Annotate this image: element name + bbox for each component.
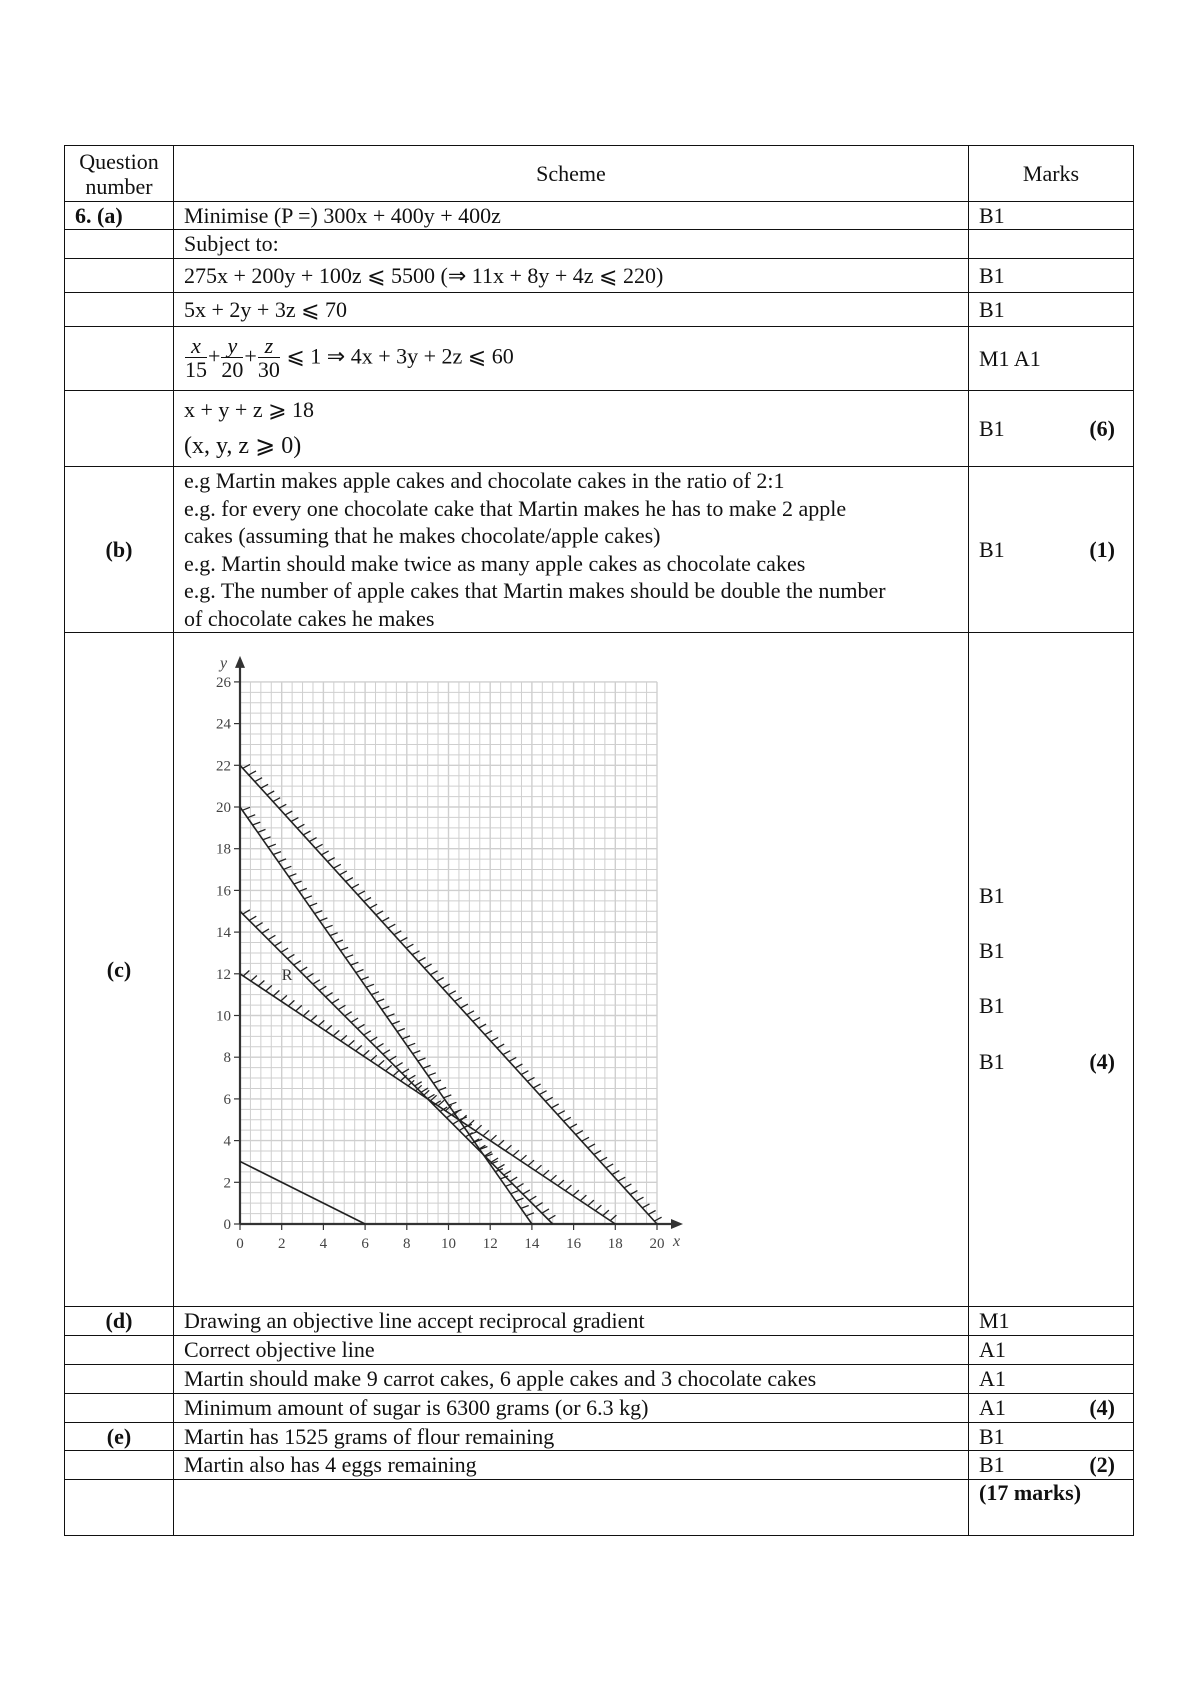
table-row [65, 1307, 1134, 1336]
constraint-time-rest: ⩽ 1 ⇒ 4x + 3y + 2z ⩽ 60 [286, 343, 514, 369]
constraint-3-hatching [243, 910, 556, 1220]
y-tick-label: 24 [216, 716, 231, 733]
mark: M1 A1 [969, 327, 1134, 391]
y-tick-label: 14 [216, 925, 231, 942]
y-axis-arrow-icon [235, 656, 245, 668]
mark: A1 [969, 1336, 1134, 1365]
y-tick-label: 10 [216, 1008, 231, 1025]
mark: B1 [979, 1049, 1005, 1074]
graph-container [174, 633, 968, 1306]
grand-total: (17 marks) [969, 1480, 1134, 1536]
x-tick-label: 4 [319, 1236, 328, 1252]
table-row [65, 327, 1134, 391]
mark: B1 [979, 993, 1005, 1018]
subject-to-label: Subject to: [174, 230, 969, 259]
mark: A1 [979, 1395, 1006, 1420]
mark: M1 [969, 1307, 1134, 1336]
table-row [65, 1423, 1134, 1451]
y-tick-label: 20 [216, 800, 231, 816]
table-row [65, 1394, 1134, 1423]
header-question-number: Question number [65, 146, 174, 202]
part-total: (4) [1089, 1395, 1115, 1420]
question-label: (d) [65, 1307, 174, 1336]
table-row [65, 293, 1134, 327]
linear-programming-graph [174, 633, 969, 1306]
mark [969, 230, 1134, 259]
answer-text: Correct objective line [174, 1336, 969, 1365]
region-label: R [281, 966, 293, 984]
fraction: $\frac{y}{20}$ [221, 333, 244, 382]
x-tick-label: 0 [236, 1236, 244, 1252]
constraint-flour: 275x + 200y + 100z ⩽ 5500 (⇒ 11x + 8y + 4z ⩽ 220) [174, 259, 969, 293]
header-scheme: Scheme [174, 146, 969, 202]
answer-line: e.g Martin makes apple cakes and chocolate cakes in the ratio of 2:1 [184, 468, 785, 493]
table-row [65, 259, 1134, 293]
answer-line: of chocolate cakes he makes [184, 605, 435, 631]
mark: B1 [979, 938, 1005, 963]
y-tick-label: 18 [216, 841, 231, 858]
mark: B1 [969, 1423, 1134, 1451]
header-marks: Marks [969, 146, 1134, 202]
answer-line: e.g. Martin should make twice as many apple cakes as chocolate cakes [184, 550, 806, 576]
x-tick-label: 10 [441, 1236, 456, 1252]
header-row [65, 146, 1134, 202]
mark-scheme-table [64, 145, 1134, 1536]
part-total: (6) [1089, 415, 1115, 441]
table-row [65, 633, 1134, 1307]
non-negativity: (x, y, z ⩾ 0) [184, 432, 302, 459]
table-row [65, 1336, 1134, 1365]
constraint-time: $\frac{x}{15}$ + $\frac{y}{20}$ + $\frac{z}{30}$ ⩽ 1 ⇒ 4x + 3y + 2z ⩽ 60 [174, 327, 969, 391]
mark: B1 [969, 202, 1134, 230]
y-tick-label: 16 [216, 883, 231, 900]
answer-line: cakes (assuming that he makes chocolate/apple cakes) [184, 523, 661, 548]
answer-text: Martin also has 4 eggs remaining [174, 1451, 969, 1480]
mark: B1 [979, 536, 1005, 562]
y-tick-label: 22 [216, 758, 231, 775]
answer-text: Minimum amount of sugar is 6300 grams (or 6.3 kg) [174, 1394, 969, 1423]
x-axis-label: x [673, 1233, 681, 1250]
y-tick-label: 2 [223, 1175, 231, 1192]
answer-text: Martin should make 9 carrot cakes, 6 apple cakes and 3 chocolate cakes [174, 1365, 969, 1394]
part-total: (2) [1089, 1452, 1115, 1477]
constraint-total: x + y + z ⩾ 18 [184, 396, 315, 422]
answer-line: e.g. for every one chocolate cake that Martin makes he has to make 2 apple [184, 495, 847, 521]
y-tick-label: 26 [216, 674, 231, 691]
part-total: (4) [1089, 1049, 1115, 1074]
question-label: (c) [65, 633, 174, 1307]
answer-text: Drawing an objective line accept reciprocal gradient [174, 1307, 969, 1336]
x-tick-label: 14 [524, 1236, 540, 1252]
mark: B1 [969, 259, 1134, 293]
x-axis-arrow-icon [671, 1219, 683, 1229]
x-tick-label: 16 [566, 1236, 582, 1252]
mark: B1 [979, 883, 1005, 908]
answer-line: e.g. The number of apple cakes that Martin makes should be double the number [184, 578, 886, 603]
y-tick-label: 8 [223, 1050, 231, 1067]
x-tick-label: 6 [361, 1236, 369, 1252]
x-tick-label: 2 [277, 1236, 286, 1252]
question-label: (e) [65, 1423, 174, 1451]
constraint-4-hatching [243, 971, 616, 1221]
table-row [65, 467, 1134, 633]
fraction: $\frac{x}{15}$ [185, 333, 207, 382]
y-tick-label: 6 [223, 1091, 231, 1108]
total-row [65, 1480, 1134, 1536]
y-tick-label: 12 [216, 966, 231, 983]
table-row [65, 230, 1134, 259]
mark: A1 [969, 1365, 1134, 1394]
fraction: $\frac{z}{30}$ [257, 333, 280, 382]
answer-text: Martin has 1525 grams of flour remaining [174, 1423, 969, 1451]
question-label: (b) [65, 467, 174, 633]
mark: B1 [979, 1452, 1005, 1477]
table-row [65, 202, 1134, 230]
y-tick-label: 4 [223, 1133, 231, 1150]
x-tick-label: 8 [403, 1236, 411, 1252]
part-total: (1) [1089, 536, 1115, 562]
y-axis-label: y [220, 654, 228, 672]
x-tick-label: 18 [607, 1236, 623, 1252]
y-tick-label: 0 [223, 1217, 231, 1233]
question-label: 6. (a) [65, 202, 174, 230]
table-row [65, 1365, 1134, 1394]
table-row [65, 391, 1134, 467]
x-tick-label: 12 [482, 1236, 498, 1252]
x-tick-label: 20 [649, 1236, 665, 1252]
mark: B1 [979, 415, 1005, 441]
objective-function: Minimise (P =) 300x + 400y + 400z [174, 202, 969, 230]
mark: B1 [969, 293, 1134, 327]
constraint-eggs: 5x + 2y + 3z ⩽ 70 [174, 293, 969, 327]
constraint-1-hatching [243, 764, 662, 1221]
table-row [65, 1451, 1134, 1480]
